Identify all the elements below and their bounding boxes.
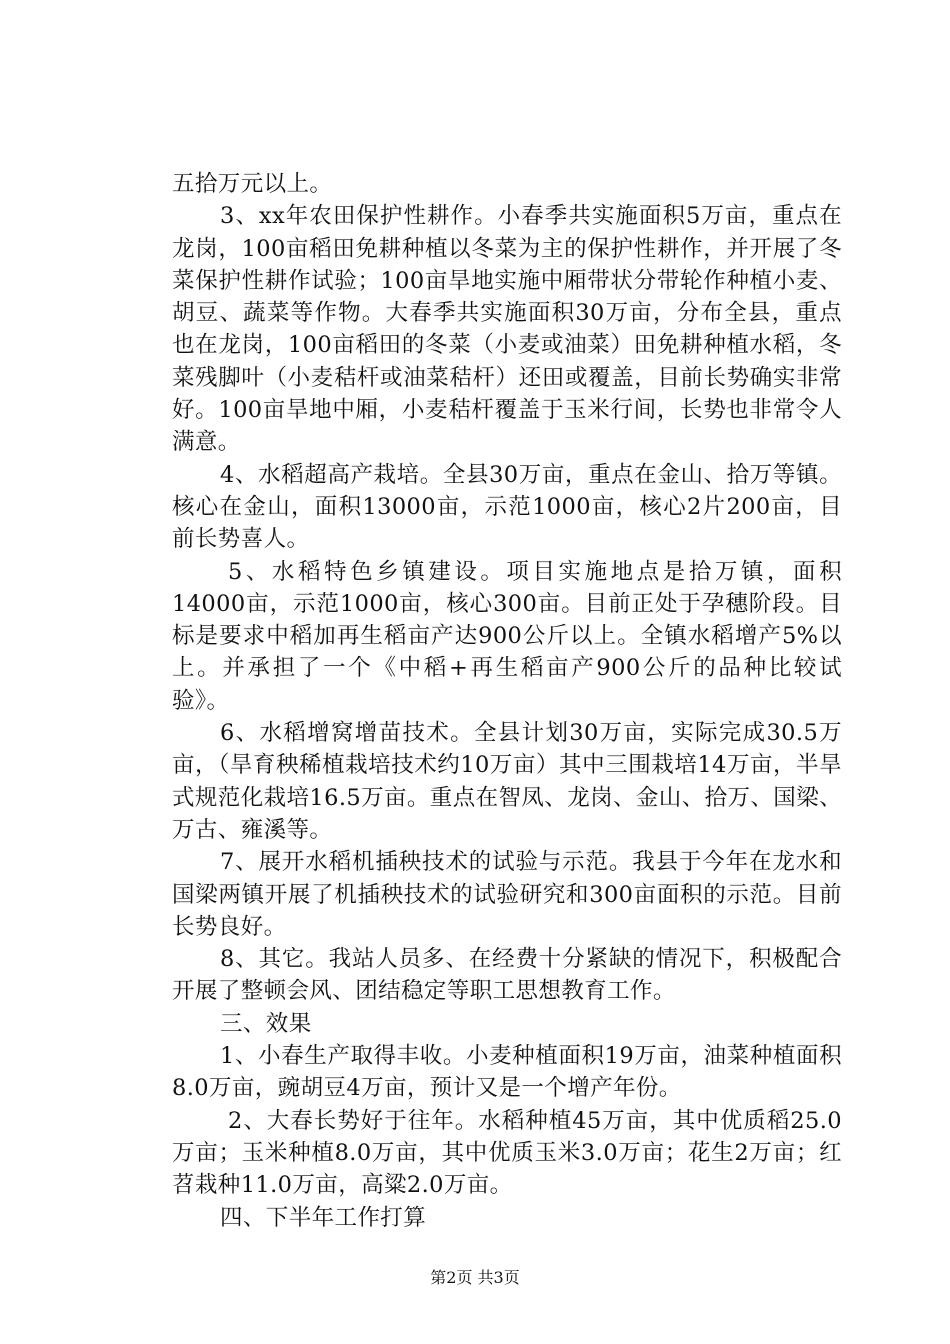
paragraph-item-8: 8、其它。我站人员多、在经费十分紧缺的情况下，积极配合开展了整顿会风、团结稳定等职工思想教育工作。 [172, 946, 842, 1005]
paragraph-item-6: 6、水稻增窝增苗技术。全县计划30万亩，实际完成30.5万亩，（旱育秧稀植栽培技术约10万亩）其中三围栽培14万亩，半旱式规范化栽培16.5万亩。重点在智凤、龙岗、金山、拾万、国梁、万古、雍溪等。 [172, 720, 842, 843]
section-heading-plan: 四、下半年工作打算 [220, 1204, 427, 1231]
section-heading-effects: 三、效果 [220, 1010, 312, 1037]
paragraph-effect-2: 2、大春长势好于往年。水稻种植45万亩，其中优质稻25.0万亩；玉米种植8.0万亩，其中优质玉米3.0万亩；花生2万亩；红苕栽种11.0万亩，高粱2.0万亩。 [172, 1107, 842, 1199]
paragraph-effect-1: 1、小春生产取得丰收。小麦种植面积19万亩，油菜种植面积8.0万亩，豌胡豆4万亩，预计又是一个增产年份。 [172, 1043, 842, 1102]
page-footer: 第2页 共3页 [430, 1268, 520, 1287]
paragraph-item-5: 5、水稻特色乡镇建设。项目实施地点是拾万镇，面积14000亩，示范1000亩，核心300亩。目前正处于孕穗阶段。目标是要求中稻加再生稻亩产达900公斤以上。全镇水稻增产5%以上。并承担了一个《中稻+再生稻亩产900公斤的品种比较试验》。 [172, 558, 842, 714]
paragraph-item-4: 4、水稻超高产栽培。全县30万亩，重点在金山、拾万等镇。核心在金山，面积13000亩，示范1000亩，核心2片200亩，目前长势喜人。 [172, 461, 842, 553]
paragraph-continuation: 五拾万元以上。 [172, 171, 333, 197]
document-body [172, 168, 842, 1234]
paragraph-item-3: 3、xx年农田保护性耕作。小春季共实施面积5万亩，重点在龙岗，100亩稻田免耕种植以冬菜为主的保护性耕作，并开展了冬菜保护性耕作试验；100亩旱地实施中厢带状分带轮作种植小麦、胡豆、蔬菜等作物。大春季共实施面积30万亩，分布全县，重点也在龙岗，100亩稻田的冬菜（小麦或油菜）田免耕种植水稻，冬菜残脚叶（小麦秸杆或油菜秸杆）还田或覆盖，目前长势确实非常好。100亩旱地中厢，小麦秸杆覆盖于玉米行间，长势也非常令人满意。 [172, 203, 842, 456]
paragraph-item-7: 7、展开水稻机插秧技术的试验与示范。我县于今年在龙水和国梁两镇开展了机插秧技术的试验研究和300亩面积的示范。目前长势良好。 [172, 849, 842, 940]
